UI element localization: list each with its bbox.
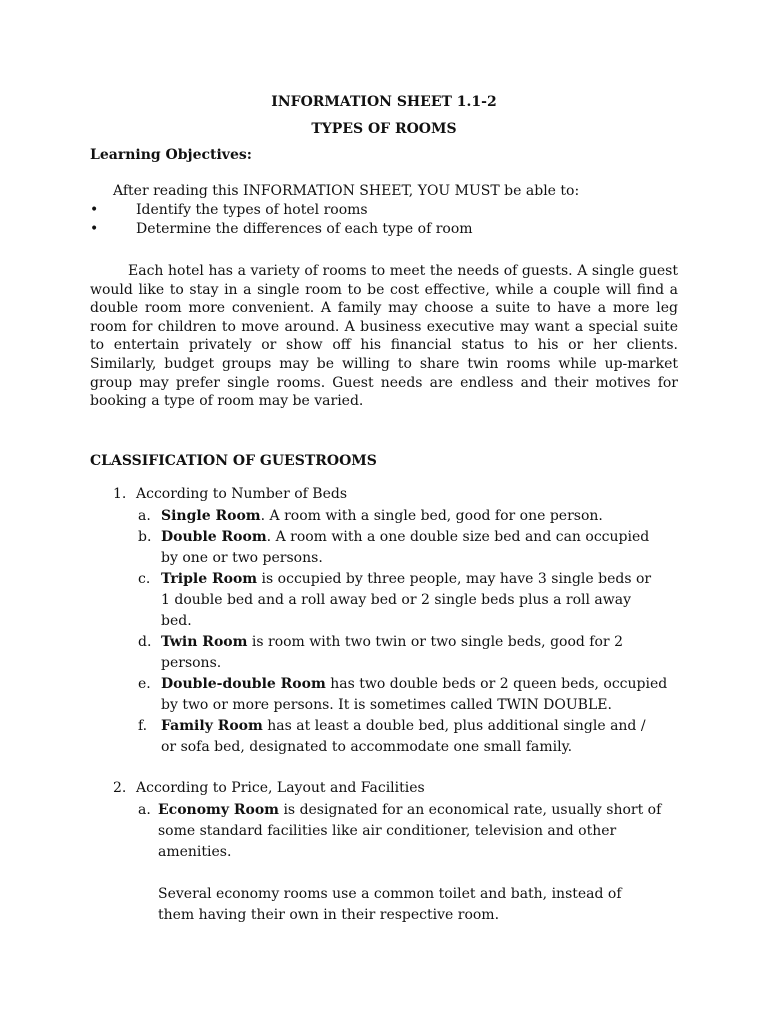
room-desc: . A room with a single bed, good for one person. [260,508,603,524]
room-type-twin [161,632,701,674]
room-type-double-double [161,674,701,716]
room-type-double [161,527,701,569]
room-desc: persons. [161,655,222,671]
classification-heading: CLASSIFICATION OF GUESTROOMS [90,453,377,469]
sheet-title: INFORMATION SHEET 1.1-2 [271,94,497,110]
room-desc: is designated for an economical rate, usually short of [279,802,662,818]
room-type-single [161,506,701,527]
room-desc: bed. [161,613,192,629]
room-term: Single Room [161,508,261,524]
room-desc: by two or more persons. It is sometimes called TWIN DOUBLE. [161,697,612,713]
item-marker: f. [138,718,148,734]
room-desc: by one or two persons. [161,550,323,566]
room-desc: some standard facilities like air conditioner, television and other [158,823,617,839]
section-title: According to Price, Layout and Facilities [136,780,425,796]
room-term: Family Room [161,718,263,734]
item-marker: a. [138,508,151,524]
bullet-icon: • [90,202,99,218]
room-desc: is occupied by three people, may have 3 single beds or [257,571,652,587]
room-desc: or sofa bed, designated to accommodate one small family. [161,739,573,755]
objective-item: Determine the differences of each type of room [136,221,473,237]
room-desc: has at least a double bed, plus additional single and / [262,718,646,734]
intro-paragraph: Each hotel has a variety of rooms to meet the needs of guests. A single guest would like to stay in a single room to be cost effective, while a couple will find a double room more convenient. A family may choose a suite to have a more leg room for children to move around. A business executive may want a special suite to entertain privately or show off his financial status to his or her clients. Similarly, budget groups may be willing to share twin rooms while up-market group may prefer single rooms. Guest needs are endless and their motives for booking a type of room may be varied. [90,263,678,410]
objectives-heading: Learning Objectives: [90,147,252,163]
item-marker: d. [138,634,152,650]
section-title: According to Number of Beds [136,486,347,502]
note-line: Several economy rooms use a common toilet and bath, instead of [158,886,622,902]
room-desc: amenities. [158,844,232,860]
room-type-family [161,716,701,758]
room-desc: is room with two twin or two single beds, good for 2 [247,634,623,650]
room-type-economy [158,800,698,863]
economy-note [158,884,698,926]
note-line: them having their own in their respective room. [158,907,500,923]
item-marker: c. [138,571,151,587]
room-desc: 1 double bed and a roll away bed or 2 single beds plus a roll away [161,592,632,608]
section-number: 2. [113,780,127,796]
room-term: Double-double Room [161,676,326,692]
item-marker: a. [138,802,151,818]
room-desc: . A room with a one double size bed and can occupied [266,529,650,545]
room-desc: has two double beds or 2 queen beds, occupied [325,676,668,692]
bullet-icon: • [90,221,99,237]
room-type-triple [161,569,701,632]
room-term: Double Room [161,529,267,545]
item-marker: b. [138,529,152,545]
objective-item: Identify the types of hotel rooms [136,202,368,218]
room-term: Economy Room [158,802,279,818]
objectives-intro: After reading this INFORMATION SHEET, YOU MUST be able to: [113,183,580,199]
room-term: Twin Room [161,634,248,650]
page-subtitle: TYPES OF ROOMS [311,121,457,137]
item-marker: e. [138,676,151,692]
section-number: 1. [113,486,127,502]
room-term: Triple Room [161,571,258,587]
